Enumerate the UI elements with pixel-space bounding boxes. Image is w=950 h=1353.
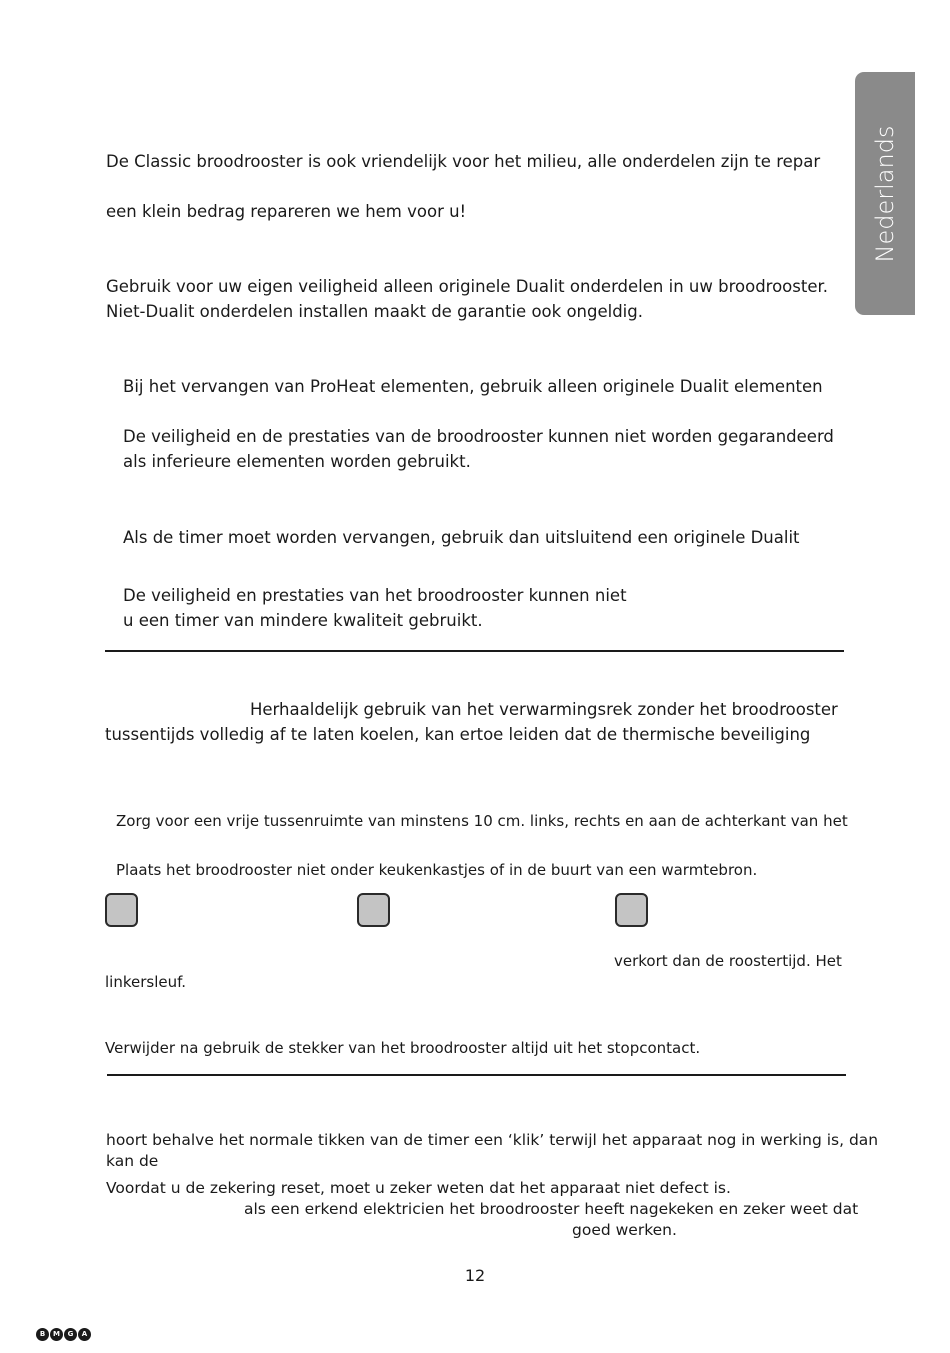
section4-line1: Als de timer moet worden vervangen, gebruik dan uitsluitend een originele Dualit [123,528,800,547]
page-number: 12 [464,1266,486,1285]
logo-letter-b: B [36,1328,49,1341]
section5-line1: Herhaaldelijk gebruik van het verwarmingsrek zonder het broodrooster [250,700,838,719]
section1-line2: een klein bedrag repareren we hem voor u! [106,202,467,221]
footer-logo [36,1328,91,1341]
section5-line2: tussentijds volledig af te laten koelen, kan ertoe leiden dat de thermische beveiliging [105,725,811,744]
grey-box-1 [105,893,138,927]
section7-line4: als een erkend elektricien het broodrooster heeft nagekeken en zeker weet dat [244,1200,859,1218]
section7-line3: Voordat u de zekering reset, moet u zeker weten dat het apparaat niet defect is. [106,1179,731,1197]
section6-line2: Plaats het broodrooster niet onder keukenkastjes of in de buurt van een warmtebron. [116,861,758,879]
language-side-tab [855,72,915,315]
logo-letter-m: M [50,1328,63,1341]
divider-2 [107,1074,846,1076]
section3-line1: Bij het vervangen van ProHeat elementen, gebruik alleen originele Dualit elementen [123,377,823,396]
section4-line2: De veiligheid en prestaties van het broodrooster kunnen niet [123,586,627,605]
section7-line5: goed werken. [572,1221,677,1239]
section1-line1: De Classic broodrooster is ook vriendelijk voor het milieu, alle onderdelen zijn te repar [106,152,821,171]
section6-line3: verkort dan de roostertijd. Het [614,952,842,970]
language-label: Nederlands [871,125,899,262]
section3-line2: De veiligheid en de prestaties van de broodrooster kunnen niet worden gegarandeerd [123,427,834,446]
section6-line1: Zorg voor een vrije tussenruimte van minstens 10 cm. links, rechts en aan de achterkant van het [116,812,848,830]
logo-letter-g: G [64,1328,77,1341]
section4-line3: u een timer van mindere kwaliteit gebruikt. [123,611,483,630]
section3-line3: als inferieure elementen worden gebruikt. [123,452,471,471]
grey-box-2 [357,893,390,927]
section7-line1: hoort behalve het normale tikken van de timer een ‘klik’ terwijl het apparaat nog in werking is, dan [106,1131,879,1149]
section7-line2: kan de [106,1152,159,1170]
section2-line1: Gebruik voor uw eigen veiligheid alleen originele Dualit onderdelen in uw broodrooster. [106,277,829,296]
grey-box-3 [615,893,648,927]
section6-line5: Verwijder na gebruik de stekker van het broodrooster altijd uit het stopcontact. [105,1039,701,1057]
section6-line4: linkersleuf. [105,973,187,991]
section2-line2: Niet-Dualit onderdelen installen maakt de garantie ook ongeldig. [106,302,643,321]
logo-letter-a: A [78,1328,91,1341]
divider-1 [105,650,844,652]
